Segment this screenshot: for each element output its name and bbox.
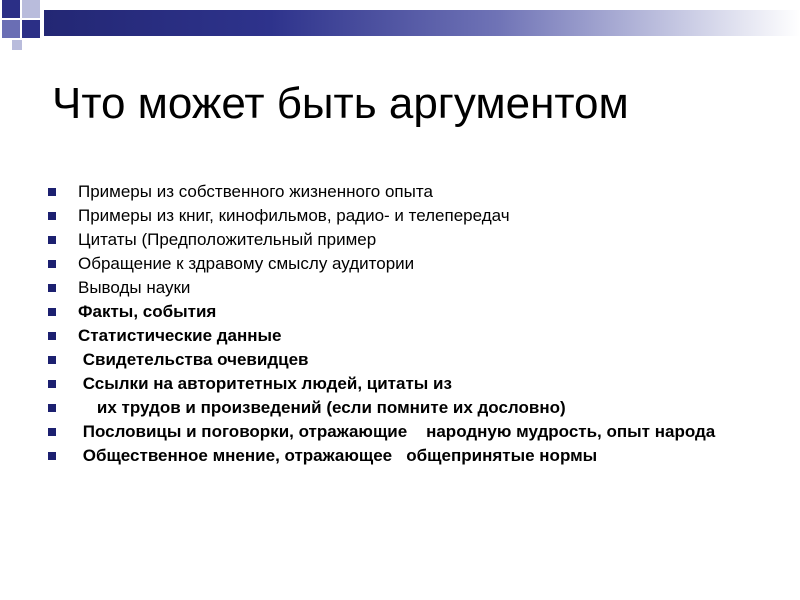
list-item: [48, 180, 788, 204]
list-item-text: Пословицы и поговорки, отражающие народную мудрость, опыт народа: [78, 422, 716, 441]
square-bullet-icon: [48, 428, 56, 436]
corner-square-decoration: [22, 20, 40, 38]
square-bullet-icon: [48, 212, 56, 220]
list-item-text: Примеры из книг, кинофильмов, радио- и телепередач: [78, 206, 510, 225]
square-bullet-icon: [48, 236, 56, 244]
corner-square-decoration: [2, 20, 20, 38]
list-item-text: Ссылки на авторитетных людей, цитаты из: [78, 374, 452, 393]
list-item-text: Свидетельства очевидцев: [78, 350, 309, 369]
list-item: [48, 444, 788, 468]
corner-square-decoration: [2, 0, 20, 18]
list-item-text: Обращение к здравому смыслу аудитории: [78, 254, 415, 273]
corner-square-decoration: [22, 0, 40, 18]
square-bullet-icon: [48, 260, 56, 268]
square-bullet-icon: [48, 380, 56, 388]
list-item: [48, 420, 788, 444]
square-bullet-icon: [48, 452, 56, 460]
list-item-text: Факты, события: [78, 302, 217, 321]
list-item: [48, 228, 788, 252]
list-item: [48, 276, 788, 300]
list-item-text: Примеры из собственного жизненного опыта: [78, 182, 433, 201]
list-item: [48, 204, 788, 228]
bullet-list: [48, 180, 788, 468]
list-item: [48, 396, 788, 420]
corner-square-decoration: [12, 40, 22, 50]
square-bullet-icon: [48, 356, 56, 364]
list-item: [48, 252, 788, 276]
list-item-text: Статистические данные: [78, 326, 282, 345]
list-item: [48, 348, 788, 372]
list-item: [48, 300, 788, 324]
square-bullet-icon: [48, 404, 56, 412]
square-bullet-icon: [48, 332, 56, 340]
square-bullet-icon: [48, 188, 56, 196]
list-item-text: их трудов и произведений (если помните их дословно): [78, 398, 566, 417]
list-item-text: Общественное мнение, отражающее общепринятые нормы: [78, 446, 598, 465]
slide-title: Что может быть аргументом: [52, 79, 629, 128]
list-item: [48, 324, 788, 348]
list-item: [48, 372, 788, 396]
list-item-text: Выводы науки: [78, 278, 191, 297]
square-bullet-icon: [48, 308, 56, 316]
square-bullet-icon: [48, 284, 56, 292]
list-item-text: Цитаты (Предположительный пример: [78, 230, 377, 249]
header-gradient-bar: [44, 10, 800, 36]
